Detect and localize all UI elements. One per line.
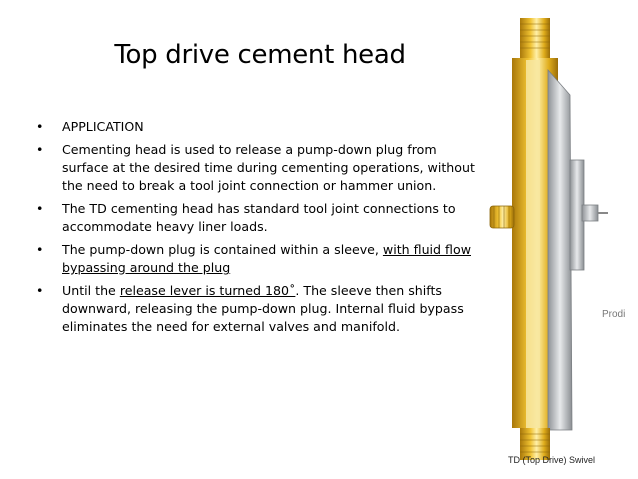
bullet-marker: •	[36, 119, 44, 134]
bullet-marker: •	[36, 242, 44, 257]
bullet-text-post: . The sleeve then shifts downward, releasing the pump-down plug. Internal fluid bypass eliminates the need for external valves and manifold.	[62, 283, 464, 334]
bullet-item	[36, 200, 476, 236]
figure-side-label: Prodi	[602, 309, 626, 320]
bullet-item	[36, 118, 476, 136]
bullet-text-pre: Until the	[62, 283, 120, 298]
bullet-marker: •	[36, 201, 44, 216]
bullet-text-underlined: with fluid flow bypassing around the plug	[62, 242, 471, 275]
bullet-text: APPLICATION	[62, 119, 144, 134]
bullet-item	[36, 141, 476, 195]
inner-bore	[526, 60, 540, 440]
cement-head-illustration	[480, 0, 638, 479]
side-port	[582, 205, 598, 221]
release-lever	[490, 206, 514, 228]
bullet-text	[62, 283, 464, 334]
bullet-text-pre: The pump-down plug is contained within a sleeve,	[62, 242, 383, 257]
bullet-text: Cementing head is used to release a pump-down plug from surface at the desired time during cementing operations, without the need to break a tool joint connection or hammer union.	[62, 142, 475, 193]
bullet-text	[62, 242, 471, 275]
steel-housing	[548, 70, 572, 430]
bullet-marker: •	[36, 283, 44, 298]
bullet-marker: •	[36, 142, 44, 157]
bullet-text: The TD cementing head has standard tool joint connections to accommodate heavy liner loads.	[62, 201, 456, 234]
bullet-item	[36, 282, 476, 336]
bullet-list	[36, 118, 476, 341]
bullet-item	[36, 241, 476, 277]
figure-caption: TD (Top Drive) Swivel	[508, 455, 596, 465]
slide-title: Top drive cement head	[114, 40, 406, 70]
bullet-text-underlined: release lever is turned 180˚	[119, 283, 296, 298]
